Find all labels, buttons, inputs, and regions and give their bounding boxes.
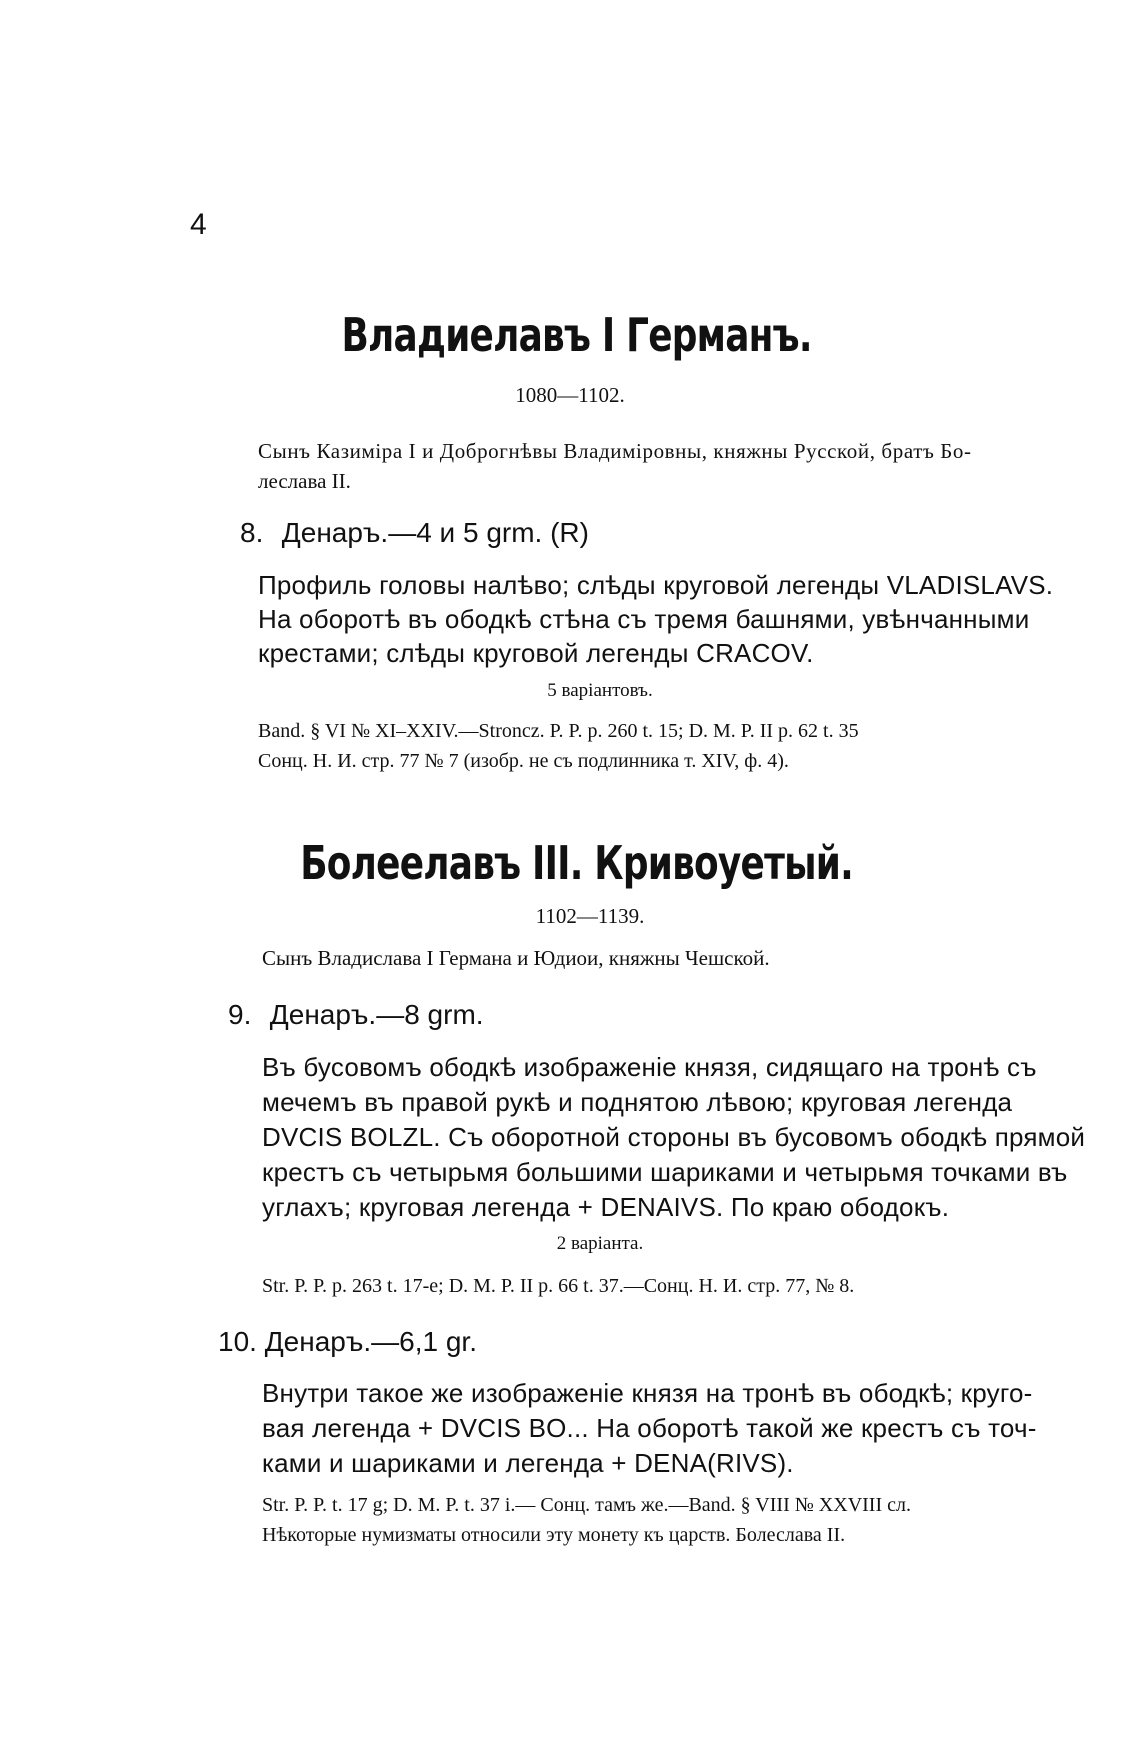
coin-heading (228, 999, 484, 1031)
coin-description-line: крестами; слѣды круговой легенды CRACOV. (258, 638, 814, 668)
coin-description-line: Въ бусовомъ ободкѣ изображеніе князя, сидящаго на тронѣ съ (262, 1052, 1037, 1082)
ruler-heading-vladislav: Владиелавъ I Германъ. (341, 308, 812, 362)
coin-description-line: мечемъ въ правой рукѣ и поднятою лѣвою; круговая легенда (262, 1087, 1013, 1117)
coin-number: 10. (218, 1326, 257, 1357)
coin-description-line: углахъ; круговая легенда + DENAIVS. По краю ободокъ. (262, 1192, 950, 1222)
coin-description-line: ками и шариками и легенда + DENA(RIVS). (262, 1448, 794, 1478)
variants-count: 2 варіанта. (556, 1233, 644, 1254)
coin-description-line: вая легенда + DVCIS BO... На оборотѣ такой же крестъ съ точ- (262, 1413, 1037, 1443)
reign-years: 1102—1139. (535, 904, 645, 928)
reference-line: Str. P. P. p. 263 t. 17-e; D. M. P. II p. 66 t. 37.—Сонц. Н. И. стр. 77, № 8. (262, 1275, 855, 1297)
bio-line: леслава II. (258, 469, 351, 493)
variants-count: 5 варіантовъ. (547, 680, 653, 701)
coin-description-line: DVCIS BOLZL. Съ оборотной стороны въ бусовомъ ободкѣ прямой (262, 1122, 1086, 1152)
reference-line: Str. P. P. t. 17 g; D. M. P. t. 37 i.— Сонц. тамъ же.—Band. § VIII № XXVIII сл. (262, 1494, 911, 1516)
reference-line: Сонц. Н. И. стр. 77 № 7 (изобр. не съ подлинника т. XIV, ф. 4). (258, 750, 789, 772)
coin-number: 8. (240, 517, 264, 548)
bio-line: Сынъ Владислава I Германа и Юдиои, княжны Чешской. (262, 946, 770, 970)
page-number: 4 (190, 208, 207, 241)
coin-heading (240, 517, 589, 549)
bio-line: Сынъ Казиміра I и Доброгнѣвы Владиміровны, княжны Русской, братъ Бо- (258, 439, 972, 463)
reference-line: Нѣкоторые нумизматы относили эту монету къ царств. Болеслава II. (262, 1524, 846, 1546)
coin-description-line: Внутри такое же изображеніе князя на тронѣ въ ободкѣ; круго- (262, 1378, 1033, 1408)
coin-description-line: На оборотѣ въ ободкѣ стѣна съ тремя башнями, увѣнчанными (258, 604, 1030, 634)
reign-years: 1080—1102. (515, 383, 625, 407)
coin-title: Денаръ.—4 и 5 grm. (R) (281, 517, 589, 548)
ruler-heading-boleslav: Болеелавъ III. Кривоуетый. (300, 836, 853, 890)
coin-heading (218, 1326, 477, 1358)
coin-number: 9. (228, 999, 252, 1030)
reference-line: Band. § VI № XI–XXIV.—Stroncz. P. P. p. 260 t. 15; D. M. P. II p. 62 t. 35 (258, 720, 859, 742)
coin-title: Денаръ.—8 grm. (269, 999, 484, 1030)
coin-description-line: крестъ съ четырьмя большими шариками и четырьмя точками въ (262, 1157, 1068, 1187)
coin-title: Денаръ.—6,1 gr. (264, 1326, 477, 1357)
coin-description-line: Профиль головы налѣво; слѣды круговой легенды VLADISLAVS. (258, 570, 1054, 600)
